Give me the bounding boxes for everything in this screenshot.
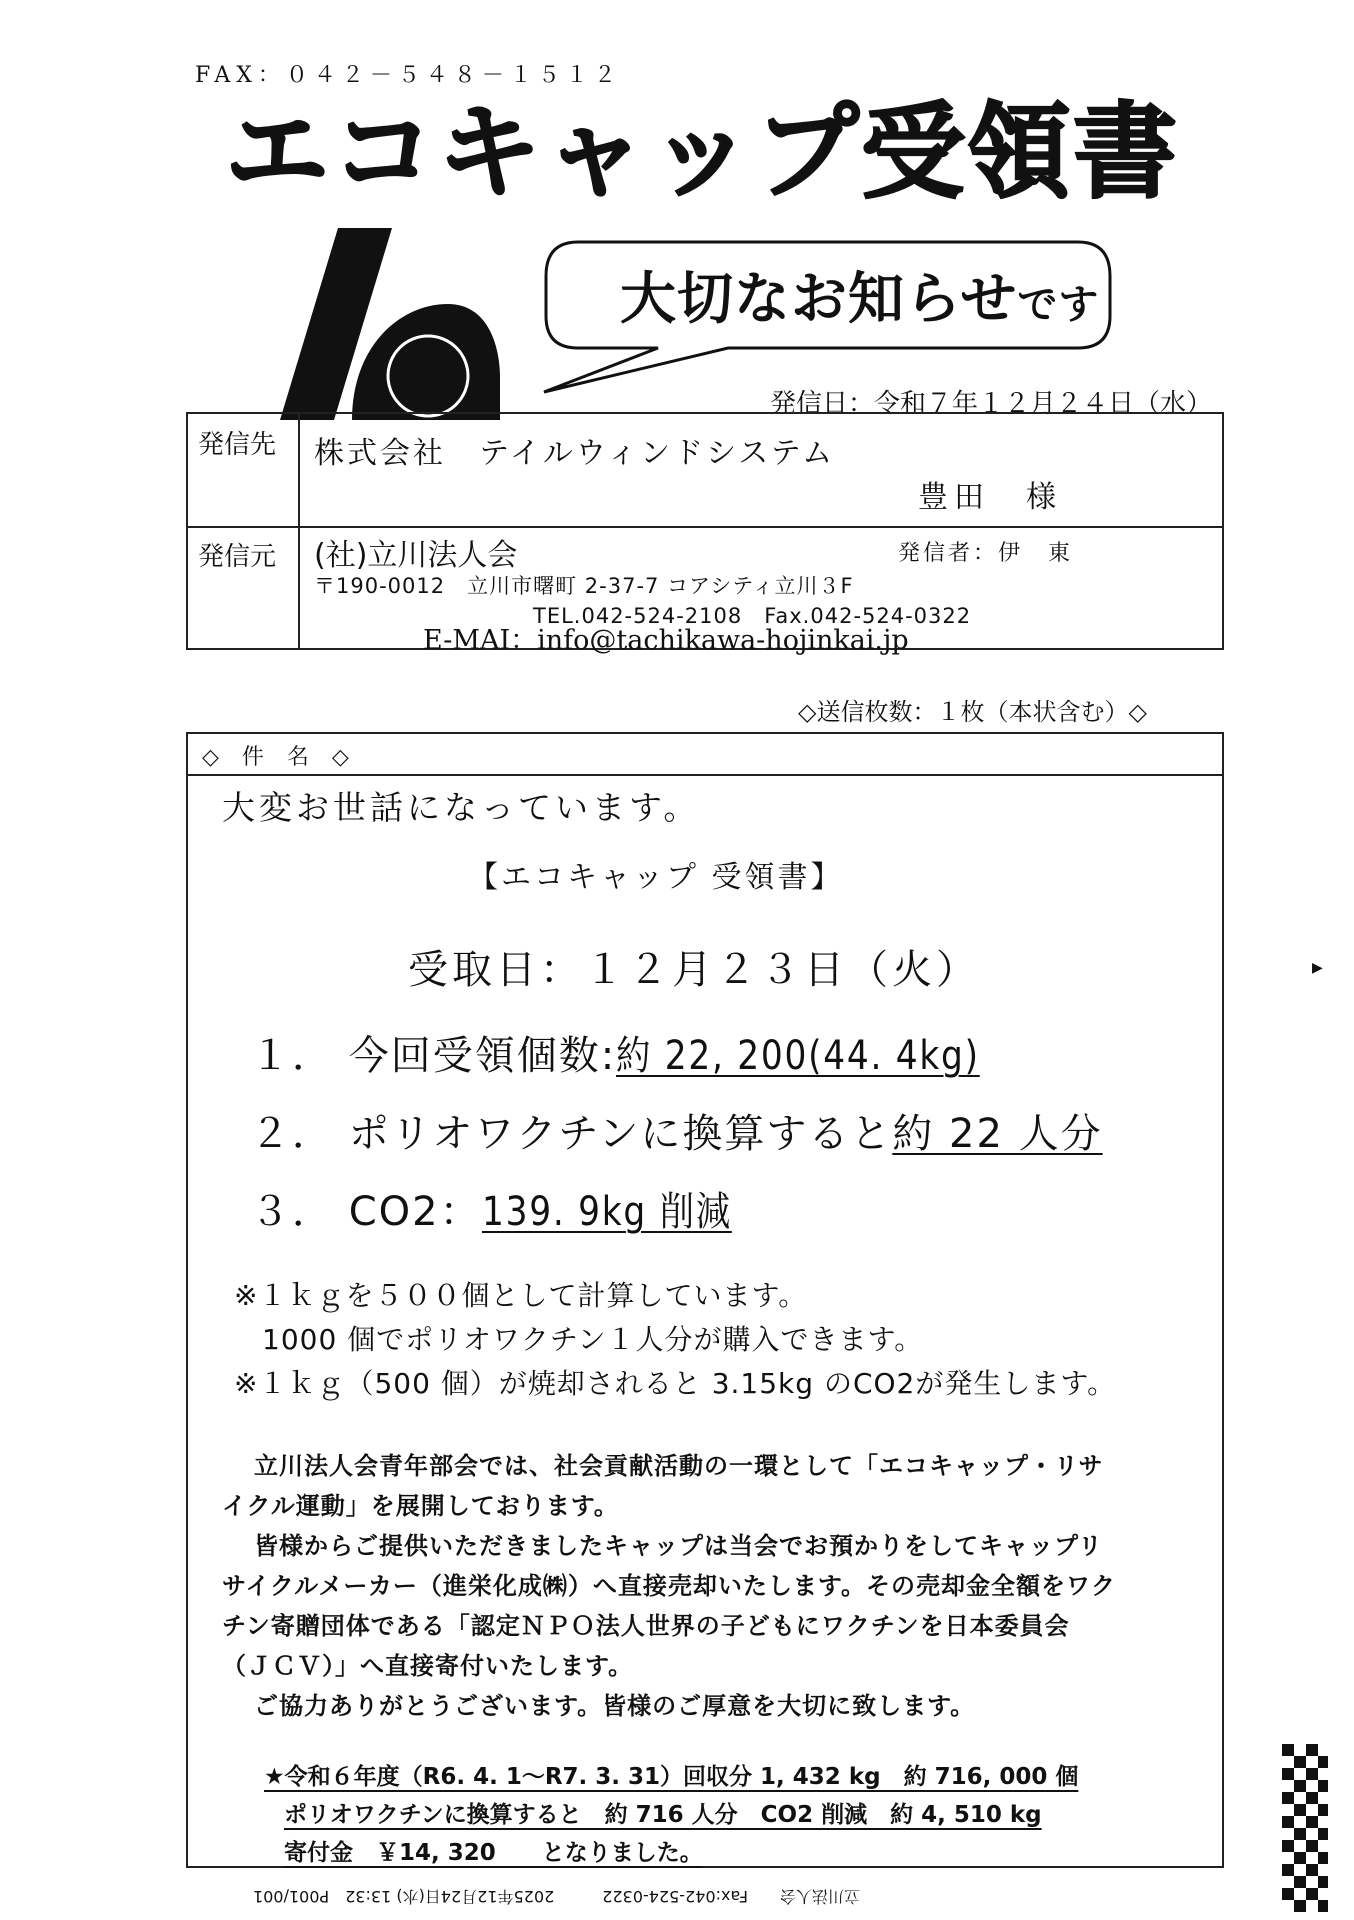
greeting: 大変お世話になっています。 [222,788,701,827]
recipient-person: 豊田 様 [918,480,1062,515]
result-item: ３． CO2：139. 9kg 削減 [250,1180,772,1237]
recipient-label: 発信先 [198,430,277,460]
sender-organization: (社)立川法人会 [314,538,518,573]
issue-date: 発信日：令和７年１２月２４日（水） [770,389,1213,419]
annual-summary-line: ★令和６年度（R6. 4. 1～R7. 3. 31）回収分 1, 432 kg 約 716, 000 個 [264,1764,1079,1790]
result-value: 約 22 人分 [892,1111,1103,1157]
fax-number: FAX：０４２－５４８－１５１２ [195,63,622,88]
receipt-date: 受取日：１２月２３日（火） [408,947,980,993]
result-value: 139. 9kg 削減 [481,1189,732,1235]
result-item: １． 今回受領個数:約 22, 200(44. 4kg) [250,1024,1039,1081]
subject-label: ◇ 件 名 ◇ [202,745,357,770]
note: 1000 個でポリオワクチン１人分が購入できます。 [262,1323,924,1356]
important-notice: 大切なお知らせです [620,267,1100,332]
recipient-company: 株式会社 テイルウィンドシステム [314,436,836,471]
body-paragraph-line: 皆様からご提供いただきましたキャップは当会でお預かりをしてキャップリ [254,1532,1104,1560]
note: ※１ｋｇ（500 個）が焼却されると 3.15kg のCO2が発生します。 [234,1367,1117,1400]
sender-name: 発信者：伊 東 [898,541,1074,566]
checker-pattern [1282,1744,1328,1920]
annual-summary-line: 寄付金 ￥14, 320 となりました。 [284,1840,703,1866]
sender-row [188,526,1222,656]
note: ※１ｋｇを５００個として計算しています。 [234,1279,808,1312]
body-paragraph-line: チン寄贈団体である「認定ＮＰＯ法人世界の子どもにワクチンを日本委員会 [222,1612,1070,1640]
page-count: ◇送信枚数：１枚（本状含む）◇ [798,698,1147,726]
body-paragraph-line: ご協力ありがとうございます。皆様のご厚意を大切に致します。 [254,1692,976,1720]
annual-summary-line: ポリオワクチンに換算すると 約 716 人分 CO2 削減 約 4, 510 kg [284,1802,1042,1828]
sender-label: 発信元 [198,542,277,572]
body-paragraph-line: （ＪＣＶ）」へ直接寄付いたします。 [222,1652,634,1680]
receipt-title: 【エコキャップ 受領書】 [468,860,844,895]
result-value: 約 22, 200(44. 4kg) [616,1033,980,1079]
page-title: エコキャップ受領書 [225,91,1180,213]
recipient-row [188,414,1222,528]
body-paragraph-line: 立川法人会青年部会では、社会貢献活動の一環として「エコキャップ・リサ [254,1452,1104,1480]
sender-email: E-MAI：info@tachikawa-hojinkai.jp [423,625,909,656]
sender-phone-fax: TEL.042-524-2108 Fax.042-524-0322 [533,604,972,628]
body-paragraph-line: イクル運動」を展開しております。 [222,1492,619,1520]
triangle-marker-icon: ▶ [1312,960,1323,976]
hojinkai-logo [280,228,500,420]
info-table [186,412,1224,656]
fax-transmission-header: 立川法人会 Fax:042-524-0322 2025年12月24日(水) 13:32 P001/001 [253,1887,860,1906]
result-item: ２． ポリオワクチンに換算すると約 22 人分 [250,1111,1103,1157]
subject-box [186,732,1224,1868]
subject-header [188,734,1222,776]
sender-address: 〒190-0012 立川市曙町 2-37-7 コアシティ立川３F [314,574,854,598]
body-paragraph-line: サイクルメーカー（進栄化成㈱）へ直接売却いたします。その売却金全額をワク [222,1572,1116,1600]
